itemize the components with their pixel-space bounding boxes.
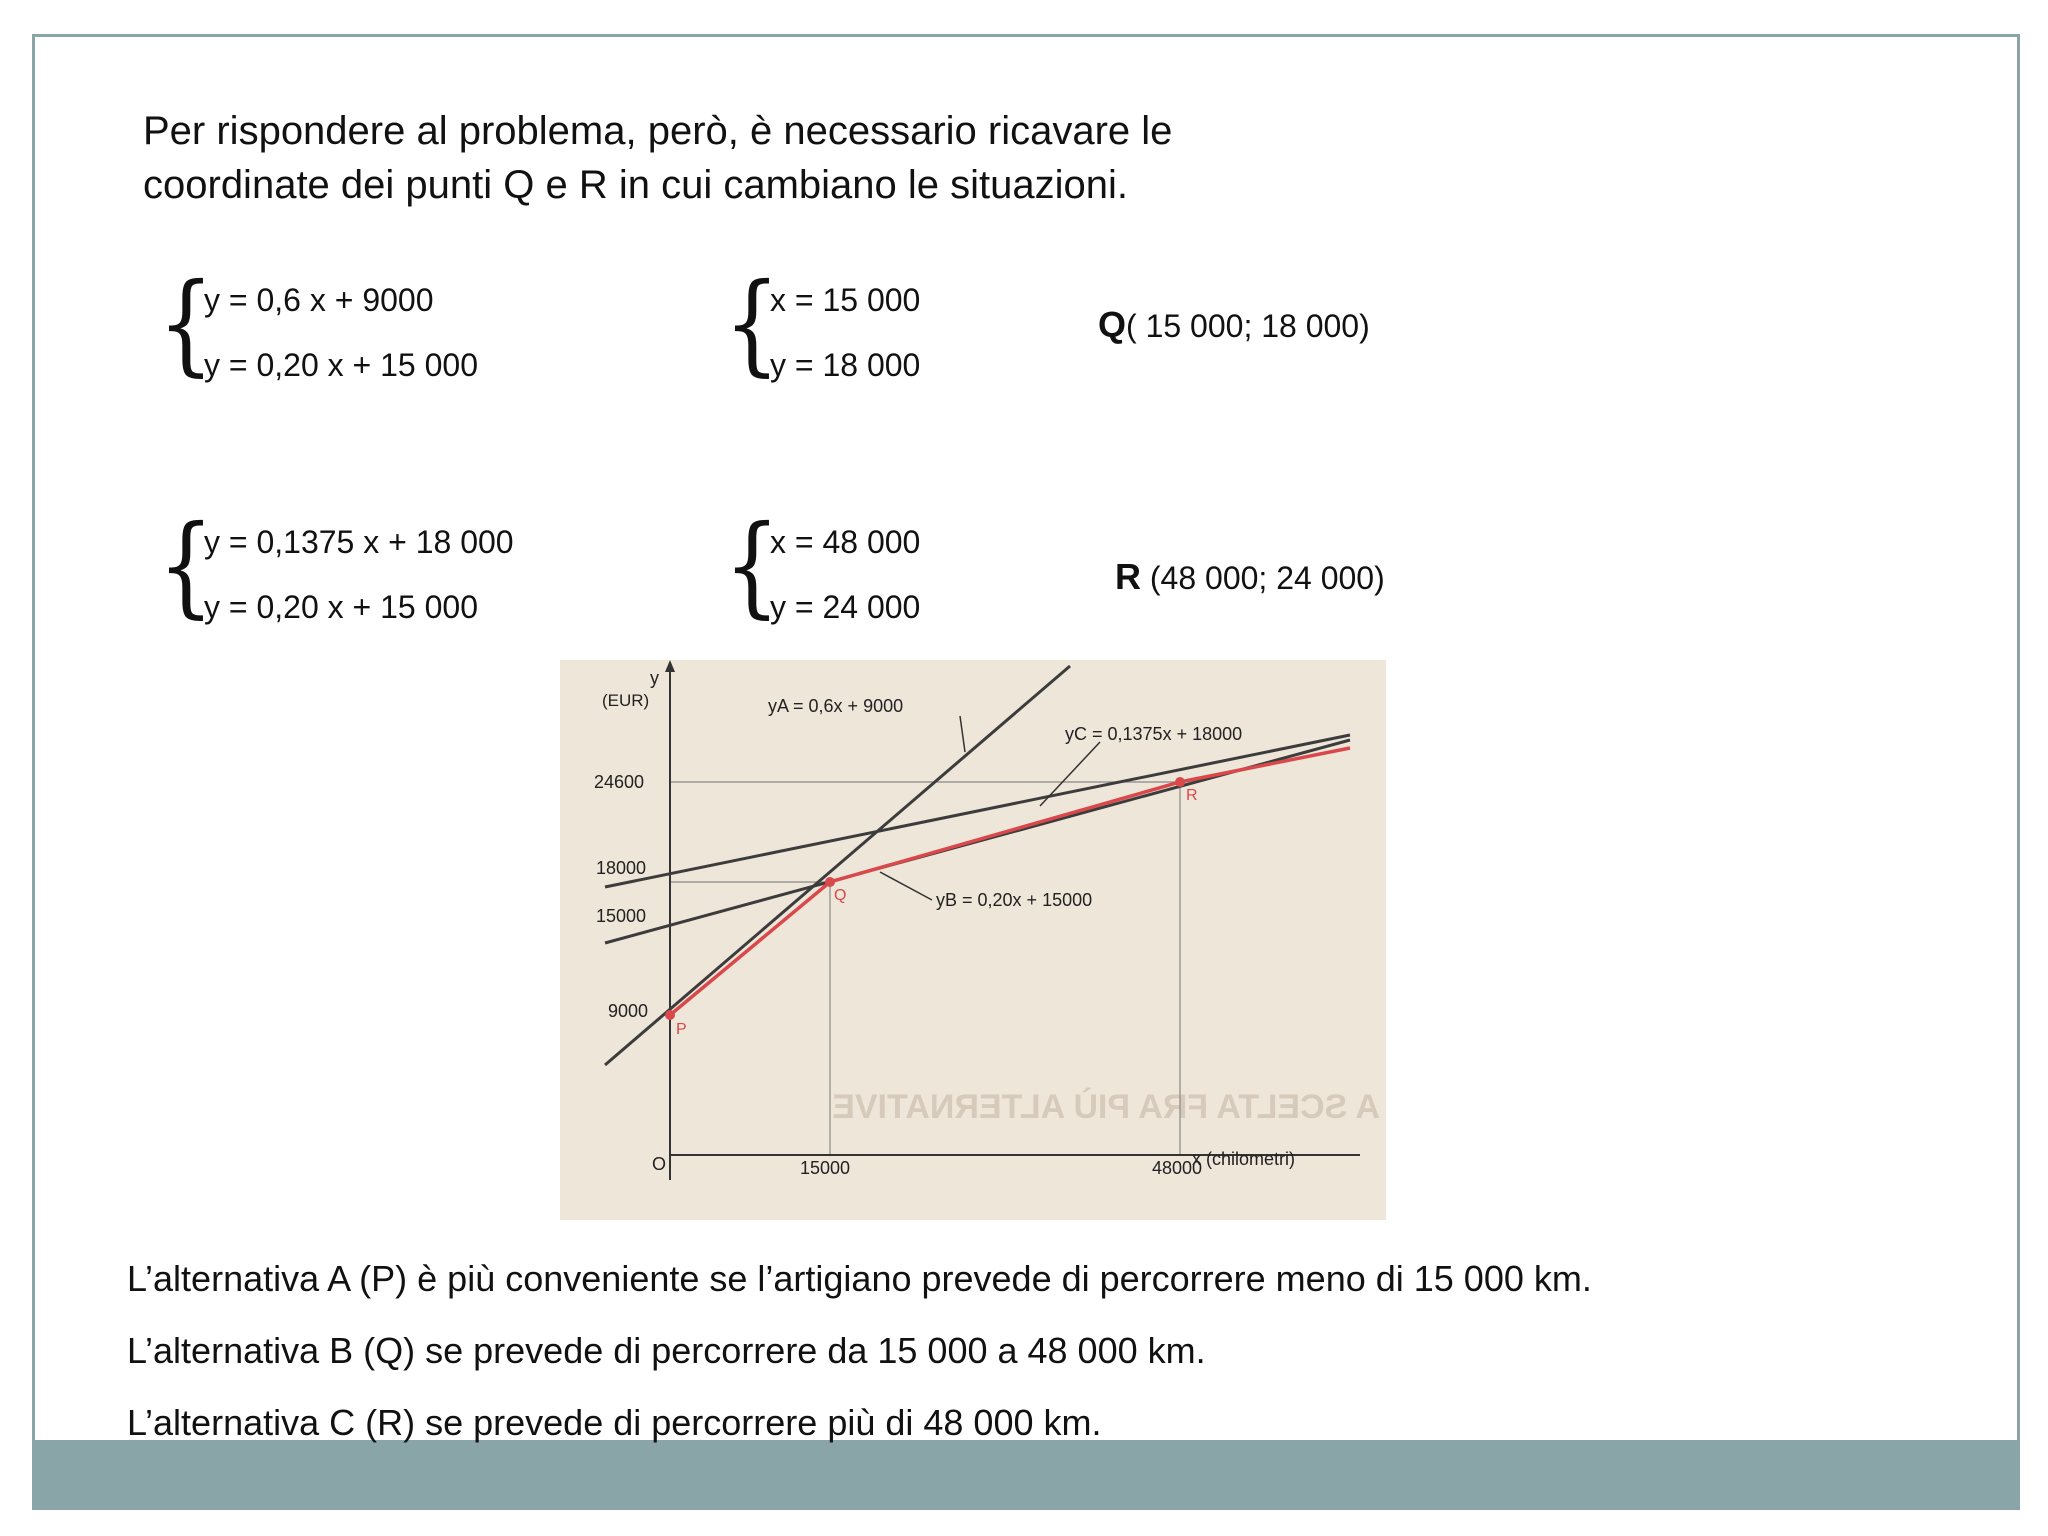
brace-icon: { — [158, 259, 214, 387]
line-a — [605, 666, 1070, 1065]
y-tick-15000: 15000 — [596, 906, 647, 926]
solution-1-x: x = 15 000 — [770, 282, 921, 318]
graph-svg — [560, 660, 1386, 1220]
system-1-equation-2: y = 0,20 x + 15 000 — [204, 347, 478, 383]
brace-icon: { — [158, 501, 214, 629]
line-c-label: yC = 0,1375x + 18000 — [1065, 724, 1243, 744]
point-q-name: Q — [1098, 304, 1127, 345]
x-tick-15000: 15000 — [800, 1158, 851, 1178]
y-tick-9000: 9000 — [608, 1001, 649, 1021]
y-axis-unit: (EUR) — [602, 691, 650, 710]
origin-label: O — [652, 1154, 667, 1174]
system-1-equation-1: y = 0,6 x + 9000 — [204, 282, 434, 318]
graph-background-heading: A SCELTA FRA PIÙ ALTERNATIVE — [832, 1088, 1380, 1126]
conclusion-line-1: L’alternativa A (P) è più conveniente se l’artigiano prevede di percorrere meno di 15 000 km. — [127, 1258, 1592, 1299]
leader-b — [880, 872, 932, 900]
textbook-graph — [560, 660, 1386, 1220]
point-r-coords: (48 000; 24 000) — [1149, 560, 1385, 596]
leader-c — [1040, 742, 1100, 806]
point-q-marker — [825, 877, 835, 887]
system-2-equation-1: y = 0,1375 x + 18 000 — [204, 524, 514, 560]
point-q-letter: Q — [834, 887, 847, 904]
system-2-equation-2: y = 0,20 x + 15 000 — [204, 589, 478, 625]
heading-line-1: Per rispondere al problema, però, è necessario ricavare le — [143, 109, 1173, 153]
solution-2-y: y = 24 000 — [770, 589, 921, 625]
line-b-label: yB = 0,20x + 15000 — [936, 890, 1093, 910]
solution-1-y: y = 18 000 — [770, 347, 921, 383]
x-tick-48000: 48000 — [1152, 1158, 1203, 1178]
solution-2-x: x = 48 000 — [770, 524, 921, 560]
line-a-label: yA = 0,6x + 9000 — [768, 696, 904, 716]
point-p-marker — [665, 1010, 675, 1020]
point-q-coords: ( 15 000; 18 000) — [1126, 308, 1370, 344]
brace-icon: { — [724, 501, 780, 629]
line-c — [605, 735, 1350, 887]
point-r-marker — [1175, 777, 1185, 787]
heading-line-2: coordinate dei punti Q e R in cui cambiano le situazioni. — [143, 163, 1128, 207]
point-p-letter: P — [676, 1021, 687, 1038]
point-r-name: R — [1115, 556, 1141, 597]
heading — [143, 104, 1643, 212]
point-r-label — [1115, 556, 1385, 598]
point-r-letter: R — [1186, 787, 1198, 804]
y-tick-24600: 24600 — [594, 772, 645, 792]
conclusion-line-3: L’alternativa C (R) se prevede di percorrere più di 48 000 km. — [127, 1402, 1102, 1443]
footer-bar — [34, 1440, 2018, 1510]
leader-a — [960, 716, 965, 752]
y-tick-18000: 18000 — [596, 858, 647, 878]
y-axis-arrow-icon — [665, 660, 675, 672]
point-q-label — [1098, 304, 1370, 346]
y-axis-label: y — [650, 668, 659, 688]
conclusion-line-2: L’alternativa B (Q) se prevede di percorrere da 15 000 a 48 000 km. — [127, 1330, 1206, 1371]
x-axis-label: x (chilometri) — [1192, 1149, 1296, 1169]
brace-icon: { — [724, 259, 780, 387]
